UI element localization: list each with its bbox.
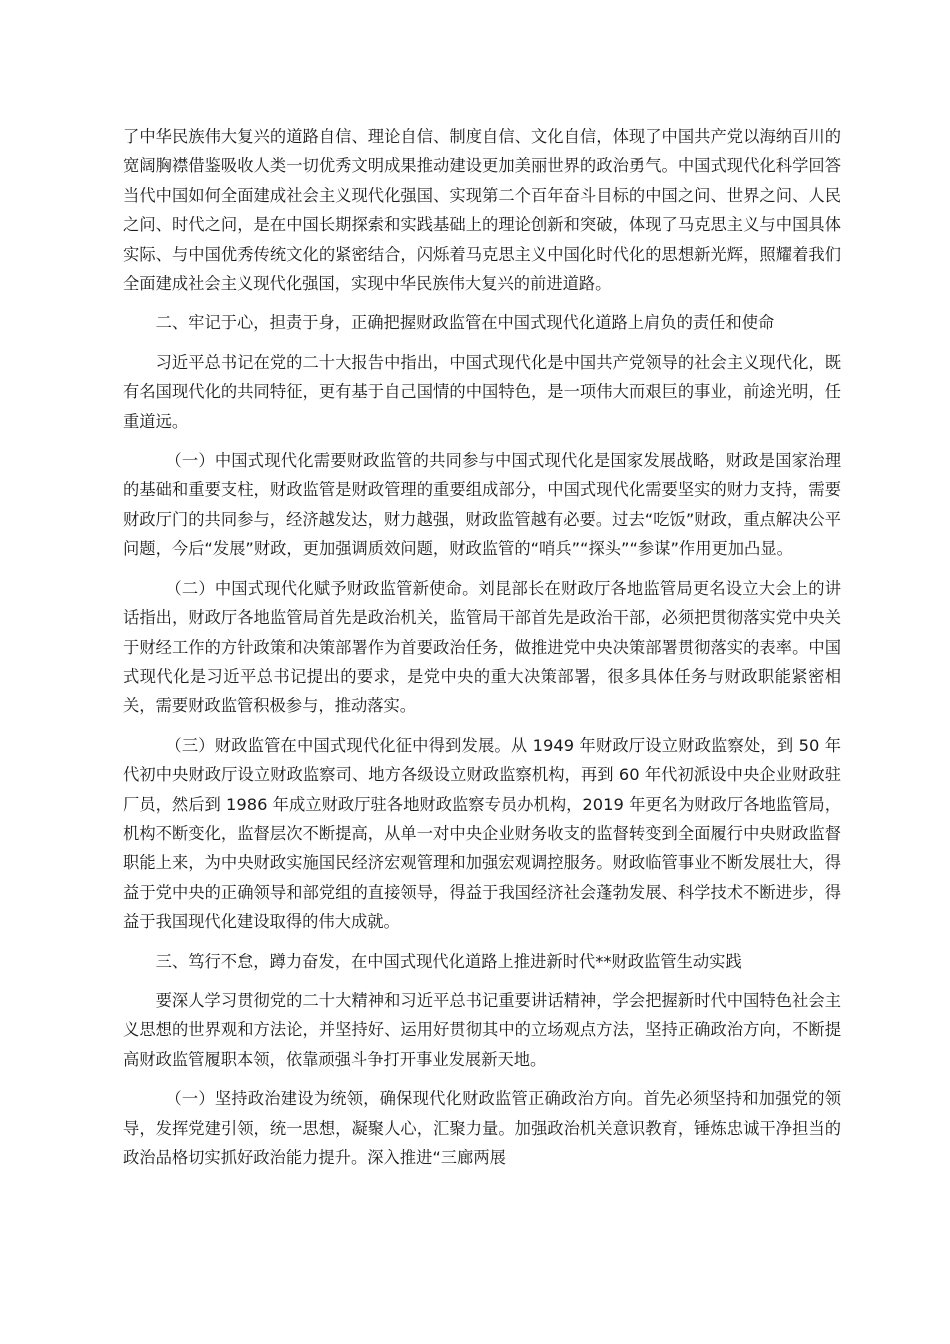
paragraph-intro: 了中华民族伟大复兴的道路自信、理论自信、制度自信、文化自信，体现了中国共产党以海纳百川的宽阔胸襟借鉴吸收人类一切优秀文明成果推动建设更加美丽世界的政治勇气。中国式现代化科学回答当代中国如何全面建成社会主义现代化强国、实现第二个百年奋斗目标的中国之问、世界之问、人民之问、时代之问，是在中国长期探索和实践基础上的理论创新和突破，体现了马克思主义与中国具体实际、与中国优秀传统文化的紧密结合，闪烁着马克思主义中国化时代化的思想新光辉，照耀着我们全面建成社会主义现代化强国，实现中华民族伟大复兴的前进道路。 bbox=[123, 127, 841, 294]
paragraph-section-2-item-2: （二）中国式现代化赋予财政监管新使命。刘昆部长在财政厅各地监管局更名设立大会上的讲话指出，财政厅各地监管局首先是政治机关，监管局干部首先是政治干部，必须把贯彻落实党中央关于财经工作的方针政策和决策部署作为首要政治任务，做推进党中央决策部署贯彻落实的表率。中国式现代化是习近平总书记提出的要求，是党中央的重大决策部署，很多具体任务与财政职能紧密相关，需要财政监管积极参与，推动落实。 bbox=[123, 578, 841, 716]
paragraph-section-2-item-1: （一）中国式现代化需要财政监管的共同参与中国式现代化是国家发展战略，财政是国家治理的基础和重要支柱，财政监管是财政管理的重要组成部分，中国式现代化需要坚实的财力支持，需要财政厅门的共同参与，经济越发达，财力越强，财政监管越有必要。过去“吃饭”财政，重点解决公平问题，今后“发展”财政，更加强调质效问题，财政监管的“哨兵”“探头”“参谋”作用更加凸显。 bbox=[123, 451, 841, 559]
paragraph-section-3-lead: 要深人学习贯彻党的二十大精神和习近平总书记重要讲话精神，学会把握新时代中国特色社会主义思想的世界观和方法论，并坚持好、运用好贯彻其中的立场观点方法，坚持正确政治方向，不断提高财政监管履职本领，依靠顽强斗争打开事业发展新天地。 bbox=[123, 990, 841, 1069]
document-page bbox=[123, 122, 841, 1182]
paragraph-section-2-item-3: （三）财政监管在中国式现代化征中得到发展。从 1949 年财政厅设立财政监察处，到 50 年代初中央财政厅设立财政监察司、地方各级设立财政监察机构，再到 60 年代初派设中央企业财政驻厂员，然后到 1986 年成立财政厅驻各地财政监察专员办机构，2019 年更名为财政厅各地监管局，机构不断变化，监督层次不断提高，从单一对中央企业财务收支的监督转变到全面履行中央财政监督职能上来，为中央财政实施国民经济宏观管理和加强宏观调控服务。财政临管事业不断发展壮大，得益于党中央的正确领导和部党组的直接领导，得益于我国经济社会蓬勃发展、科学技术不断进步，得益于我国现代化建设取得的伟大成就。 bbox=[123, 735, 841, 932]
heading-section-3: 三、笃行不怠，蹲力奋发，在中国式现代化道路上推进新时代**财政监管生动实践 bbox=[155, 951, 742, 971]
heading-section-2: 二、牢记于心，担责于身，正确把握财政监管在中国式现代化道路上肩负的责任和使命 bbox=[155, 313, 775, 333]
paragraph-section-3-item-1: （一）坚持政治建设为统领，确保现代化财政监管正确政治方向。首先必须坚持和加强党的领导，发挥党建引领，统一思想，凝聚人心，汇聚力量。加强政治机关意识教育，锤炼忠诚干净担当的政治品格切实抓好政治能力提升。深入推进“三廊两展 bbox=[123, 1089, 841, 1167]
paragraph-section-2-lead: 习近平总书记在党的二十大报告中指出，中国式现代化是中国共产党领导的社会主义现代化，既有名国现代化的共同特征，更有基于自己国情的中国特色，是一项伟大而艰巨的事业，前途光明，任重道远。 bbox=[123, 352, 841, 431]
